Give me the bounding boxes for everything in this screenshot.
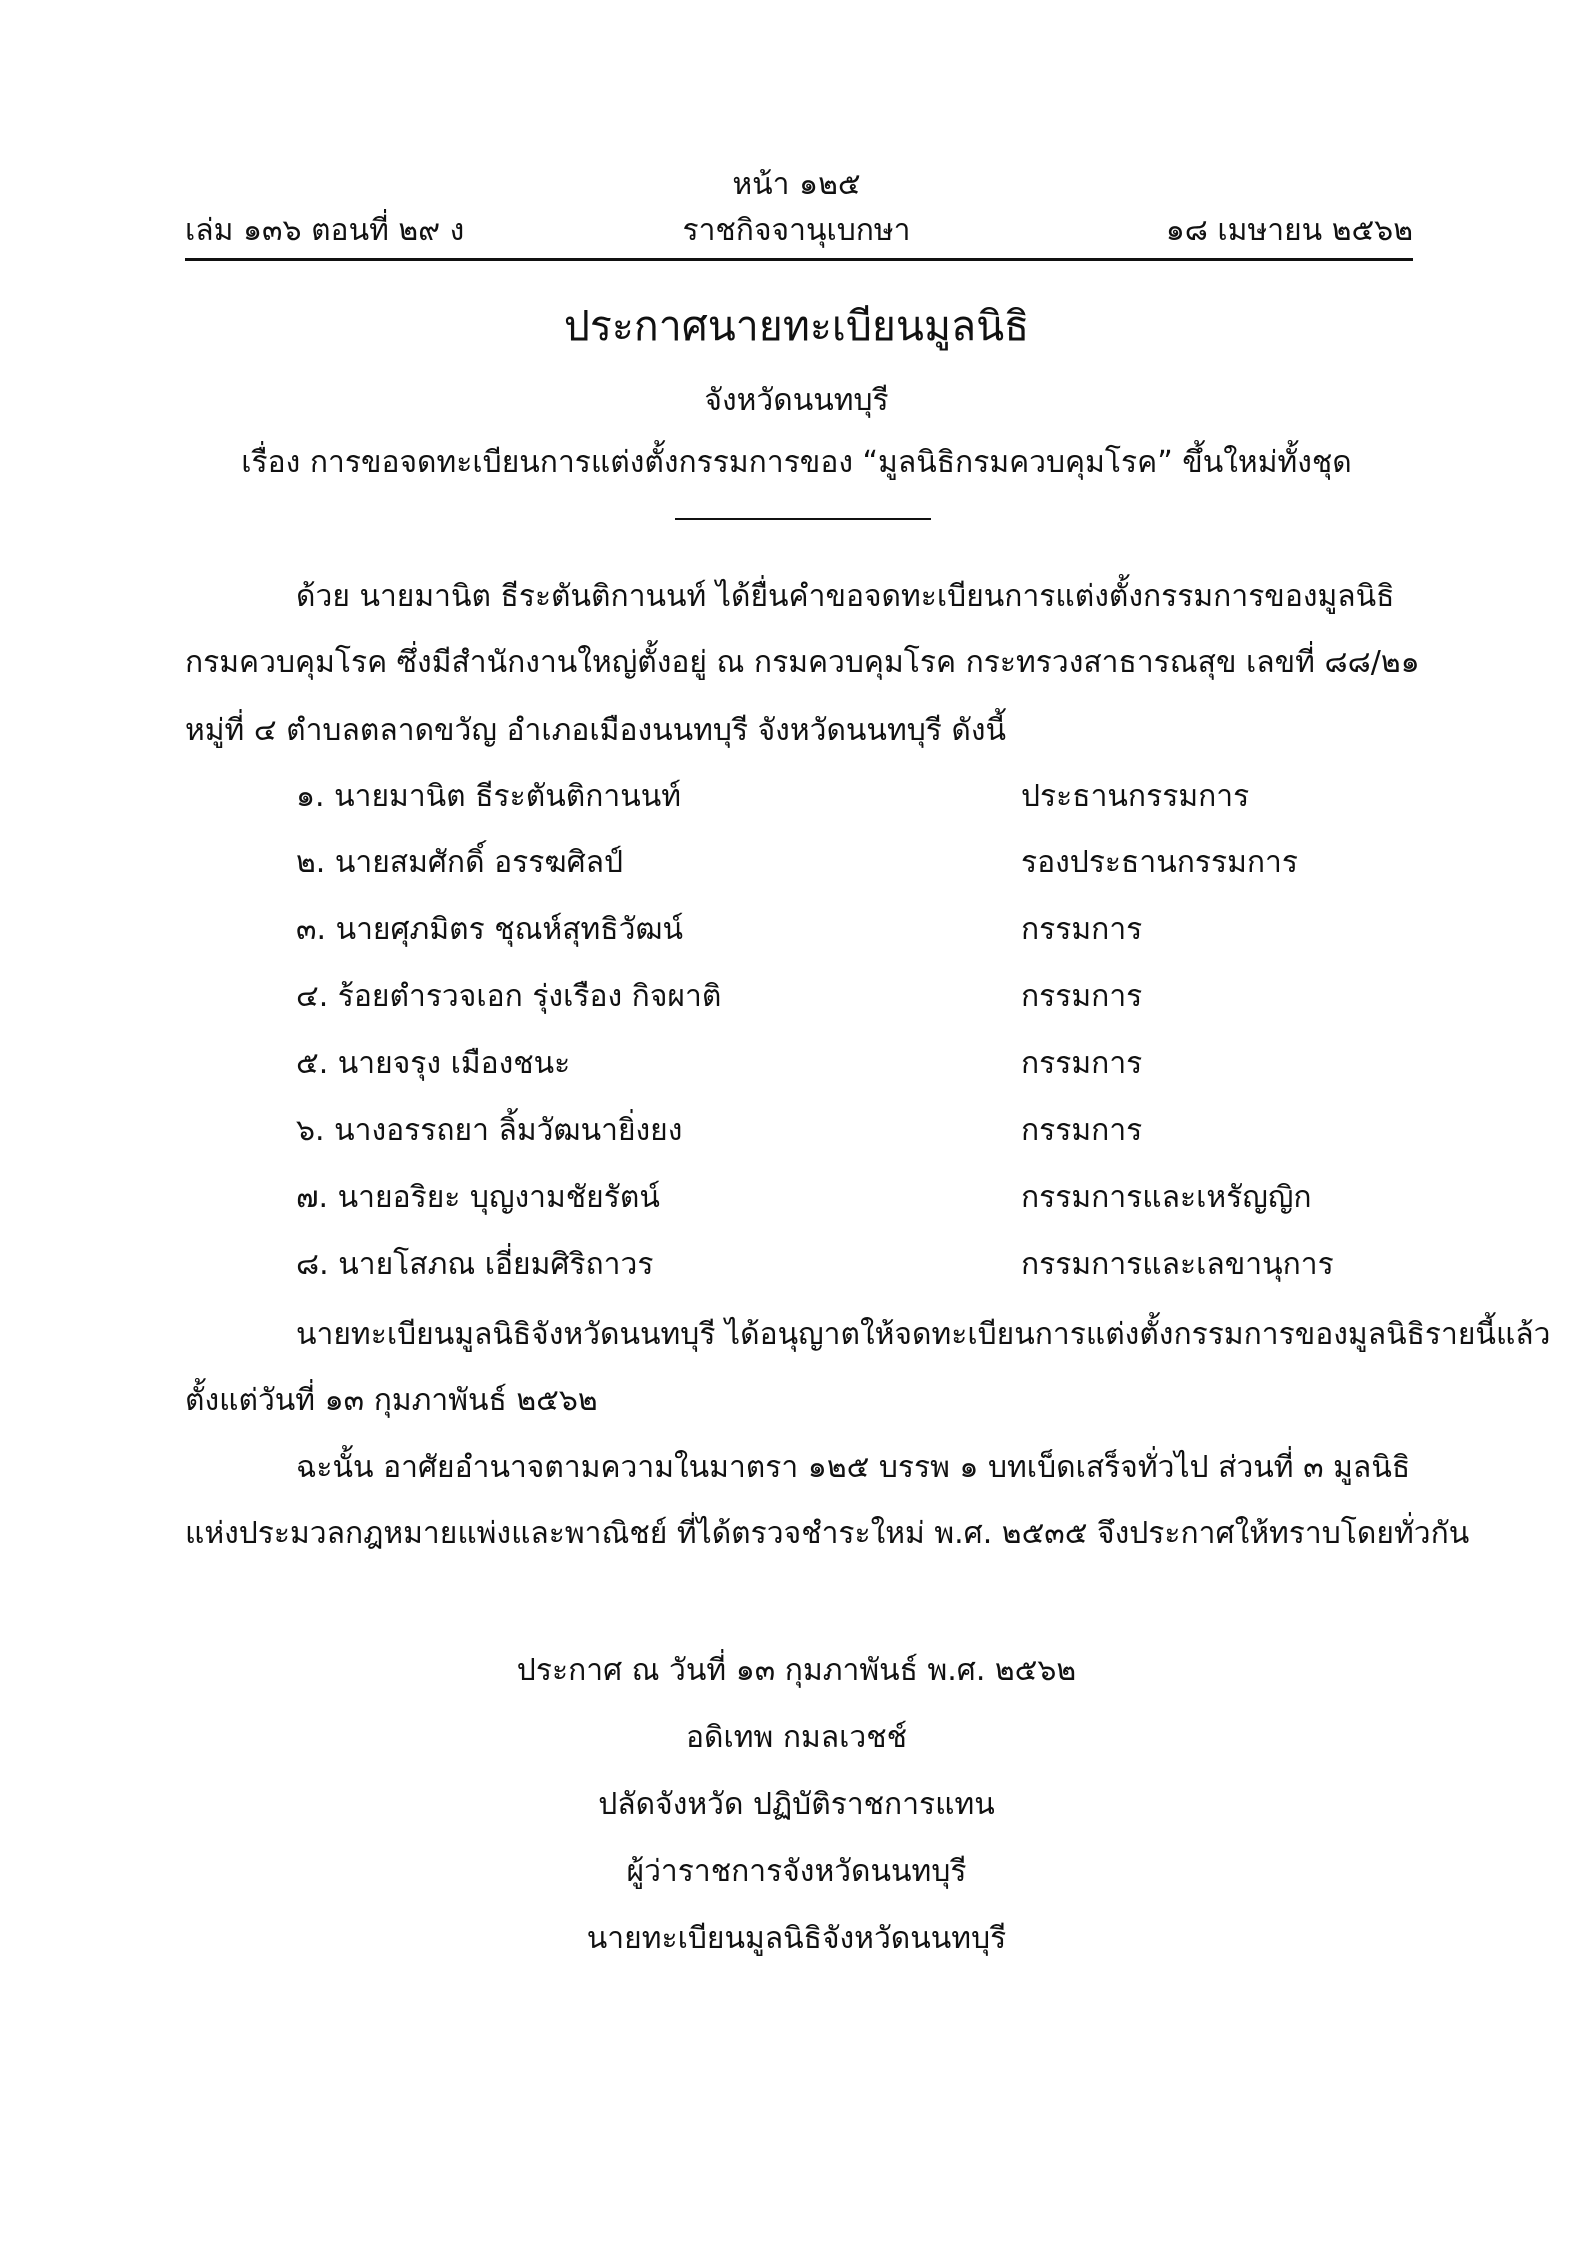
paragraph1-line1: ด้วย นายมานิต ธีระตันติกานนท์ ได้ยื่นคำขอจดทะเบียนการแต่งตั้งกรรมการของมูลนิธิ <box>296 579 1395 614</box>
signature-date: ประกาศ ณ วันที่ ๑๓ กุมภาพันธ์ พ.ศ. ๒๕๖๒ <box>516 1653 1077 1688</box>
publication-date: ๑๘ เมษายน ๒๕๖๒ <box>1165 213 1413 248</box>
member-position: กรรมการ <box>1021 1113 1143 1148</box>
member-name: ๓. นายศุภมิตร ชุณห์สุทธิวัฒน์ <box>296 912 684 947</box>
paragraph2-line1: นายทะเบียนมูลนิธิจังหวัดนนทบุรี ได้อนุญาตให้จดทะเบียนการแต่งตั้งกรรมการของมูลนิธิรายนี้แล้ว <box>296 1317 1551 1352</box>
paragraph2-line2: ตั้งแต่วันที่ ๑๓ กุมภาพันธ์ ๒๕๖๒ <box>185 1383 598 1418</box>
paragraph1-line3: หมู่ที่ ๔ ตำบลตลาดขวัญ อำเภอเมืองนนทบุรี จังหวัดนนทบุรี ดังนี้ <box>185 713 1007 748</box>
member-position: กรรมการ <box>1021 979 1143 1014</box>
signatory-title: ปลัดจังหวัด ปฏิบัติราชการแทน <box>598 1787 995 1822</box>
page-number: หน้า ๑๒๕ <box>732 167 861 202</box>
signatory-title: นายทะเบียนมูลนิธิจังหวัดนนทบุรี <box>586 1921 1007 1956</box>
volume-issue: เล่ม ๑๓๖ ตอนที่ ๒๙ ง <box>185 213 465 248</box>
member-position: กรรมการ <box>1021 912 1143 947</box>
member-position: ประธานกรรมการ <box>1021 779 1250 814</box>
announcement-subject: เรื่อง การขอจดทะเบียนการแต่งตั้งกรรมการของ “มูลนิธิกรมควบคุมโรค” ขึ้นใหม่ทั้งชุด <box>241 445 1352 480</box>
paragraph1-line2: กรมควบคุมโรค ซึ่งมีสำนักงานใหญ่ตั้งอยู่ ณ กรมควบคุมโรค กระทรวงสาธารณสุข เลขที่ ๘๘/๒๑ <box>185 645 1420 680</box>
member-name: ๑. นายมานิต ธีระตันติกานนท์ <box>296 779 682 814</box>
paragraph3-line1: ฉะนั้น อาศัยอำนาจตามความในมาตรา ๑๒๕ บรรพ ๑ บทเบ็ดเสร็จทั่วไป ส่วนที่ ๓ มูลนิธิ <box>296 1450 1411 1485</box>
announcement-province: จังหวัดนนทบุรี <box>704 383 889 418</box>
member-name: ๘. นายโสภณ เอี่ยมศิริถาวร <box>296 1247 654 1282</box>
member-position: กรรมการและเหรัญญิก <box>1021 1180 1312 1215</box>
member-position: รองประธานกรรมการ <box>1021 845 1299 880</box>
publication-name: ราชกิจจานุเบกษา <box>682 213 911 248</box>
member-position: กรรมการและเลขานุการ <box>1021 1247 1334 1282</box>
title-divider <box>675 518 931 520</box>
member-name: ๒. นายสมศักดิ์ อรรฆศิลป์ <box>296 845 624 880</box>
announcement-title: ประกาศนายทะเบียนมูลนิธิ <box>563 302 1030 350</box>
member-name: ๖. นางอรรถยา ลิ้มวัฒนายิ่งยง <box>296 1113 683 1148</box>
signatory-title: ผู้ว่าราชการจังหวัดนนทบุรี <box>626 1854 967 1889</box>
member-position: กรรมการ <box>1021 1046 1143 1081</box>
header-divider <box>185 258 1413 261</box>
member-name: ๕. นายจรุง เมืองชนะ <box>296 1046 571 1081</box>
paragraph3-line2: แห่งประมวลกฎหมายแพ่งและพาณิชย์ ที่ได้ตรวจชำระใหม่ พ.ศ. ๒๕๓๕ จึงประกาศให้ทราบโดยทั่วกัน <box>185 1516 1470 1551</box>
signatory-name: อดิเทพ กมลเวชช์ <box>686 1720 907 1755</box>
member-name: ๗. นายอริยะ บุญงามชัยรัตน์ <box>296 1180 660 1215</box>
member-name: ๔. ร้อยตำรวจเอก รุ่งเรือง กิจผาติ <box>296 979 722 1014</box>
